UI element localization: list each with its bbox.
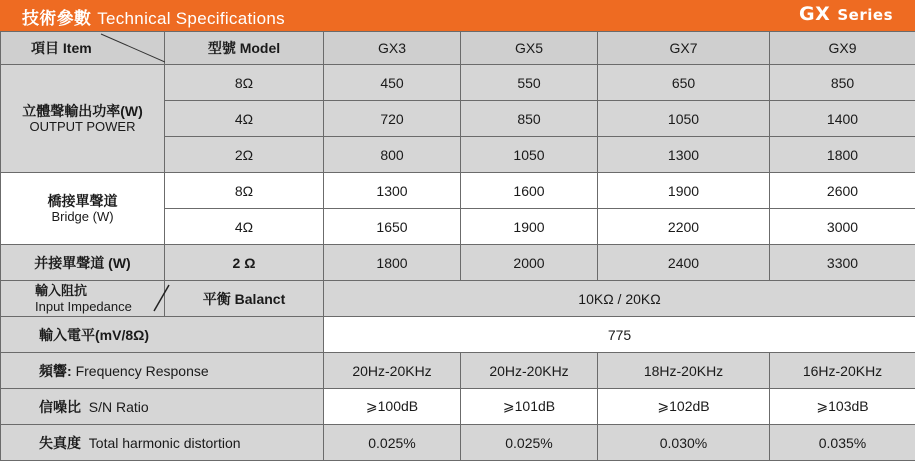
value-cell: 720	[324, 101, 461, 137]
value-cell: 850	[770, 65, 915, 101]
value-cell: 1600	[461, 173, 598, 209]
series-sub: Series	[837, 6, 893, 24]
value-cell: 1050	[461, 137, 598, 173]
header-model-gx7: GX7	[598, 32, 770, 65]
value-cell: 20Hz-20KHz	[461, 353, 598, 389]
value-cell: 20Hz-20KHz	[324, 353, 461, 389]
value-cell: 1050	[598, 101, 770, 137]
series-badge	[799, 3, 893, 25]
header-row	[1, 32, 915, 65]
title-en: Technical Specifications	[97, 9, 285, 28]
impedance-value: 10KΩ / 20KΩ	[324, 281, 915, 317]
value-cell: 0.025%	[324, 425, 461, 461]
value-cell: 2200	[598, 209, 770, 245]
value-cell: 550	[461, 65, 598, 101]
thd-label: 失真度 Total harmonic distortion	[1, 425, 324, 461]
table-row	[1, 245, 915, 281]
value-cell: 650	[598, 65, 770, 101]
header-item: 項目 Item	[1, 32, 165, 65]
table-row	[1, 353, 915, 389]
output-power-label: 立體聲輸出功率(W) OUTPUT POWER	[1, 65, 165, 173]
impedance-mode: 平衡 Balanct	[165, 281, 324, 317]
value-cell: 1900	[461, 209, 598, 245]
value-cell: ⩾101dB	[461, 389, 598, 425]
table-row	[1, 317, 915, 353]
header-model-gx3: GX3	[324, 32, 461, 65]
impedance-label: 輸入阻抗 Input Impedance	[1, 281, 165, 317]
value-cell: 3000	[770, 209, 915, 245]
value-cell: 18Hz-20KHz	[598, 353, 770, 389]
value-cell: 800	[324, 137, 461, 173]
bridge-label: 橋接單聲道 Bridge (W)	[1, 173, 165, 245]
input-level-value: 775	[324, 317, 915, 353]
value-cell: 1800	[770, 137, 915, 173]
value-cell: 2000	[461, 245, 598, 281]
header-model-gx9: GX9	[770, 32, 915, 65]
value-cell: ⩾103dB	[770, 389, 915, 425]
spec-table	[0, 31, 915, 461]
value-cell: ⩾100dB	[324, 389, 461, 425]
load-cell: 8Ω	[165, 65, 324, 101]
load-cell: 4Ω	[165, 209, 324, 245]
value-cell: 1400	[770, 101, 915, 137]
load-cell: 8Ω	[165, 173, 324, 209]
value-cell: ⩾102dB	[598, 389, 770, 425]
value-cell: 0.025%	[461, 425, 598, 461]
table-row	[1, 389, 915, 425]
value-cell: 0.035%	[770, 425, 915, 461]
frequency-label: 頻響: Frequency Response	[1, 353, 324, 389]
value-cell: 1650	[324, 209, 461, 245]
value-cell: 450	[324, 65, 461, 101]
value-cell: 16Hz-20KHz	[770, 353, 915, 389]
load-cell: 2 Ω	[165, 245, 324, 281]
load-cell: 2Ω	[165, 137, 324, 173]
sn-ratio-label: 信噪比 S/N Ratio	[1, 389, 324, 425]
header-model-gx5: GX5	[461, 32, 598, 65]
value-cell: 2400	[598, 245, 770, 281]
value-cell: 850	[461, 101, 598, 137]
title-banner	[0, 0, 915, 31]
title-cn: 技術參數	[22, 9, 92, 28]
value-cell: 1800	[324, 245, 461, 281]
value-cell: 3300	[770, 245, 915, 281]
series-main: GX	[799, 3, 831, 25]
header-model: 型號 Model	[165, 32, 324, 65]
input-level-label: 輸入電平(mV/8Ω)	[1, 317, 324, 353]
value-cell: 0.030%	[598, 425, 770, 461]
table-row	[1, 173, 915, 209]
parallel-label: 并接單聲道 (W)	[1, 245, 165, 281]
value-cell: 1900	[598, 173, 770, 209]
value-cell: 1300	[598, 137, 770, 173]
value-cell: 1300	[324, 173, 461, 209]
table-row	[1, 425, 915, 461]
load-cell: 4Ω	[165, 101, 324, 137]
table-row	[1, 65, 915, 101]
slash-divider	[151, 283, 171, 313]
value-cell: 2600	[770, 173, 915, 209]
table-row	[1, 281, 915, 317]
page-title	[22, 4, 285, 29]
